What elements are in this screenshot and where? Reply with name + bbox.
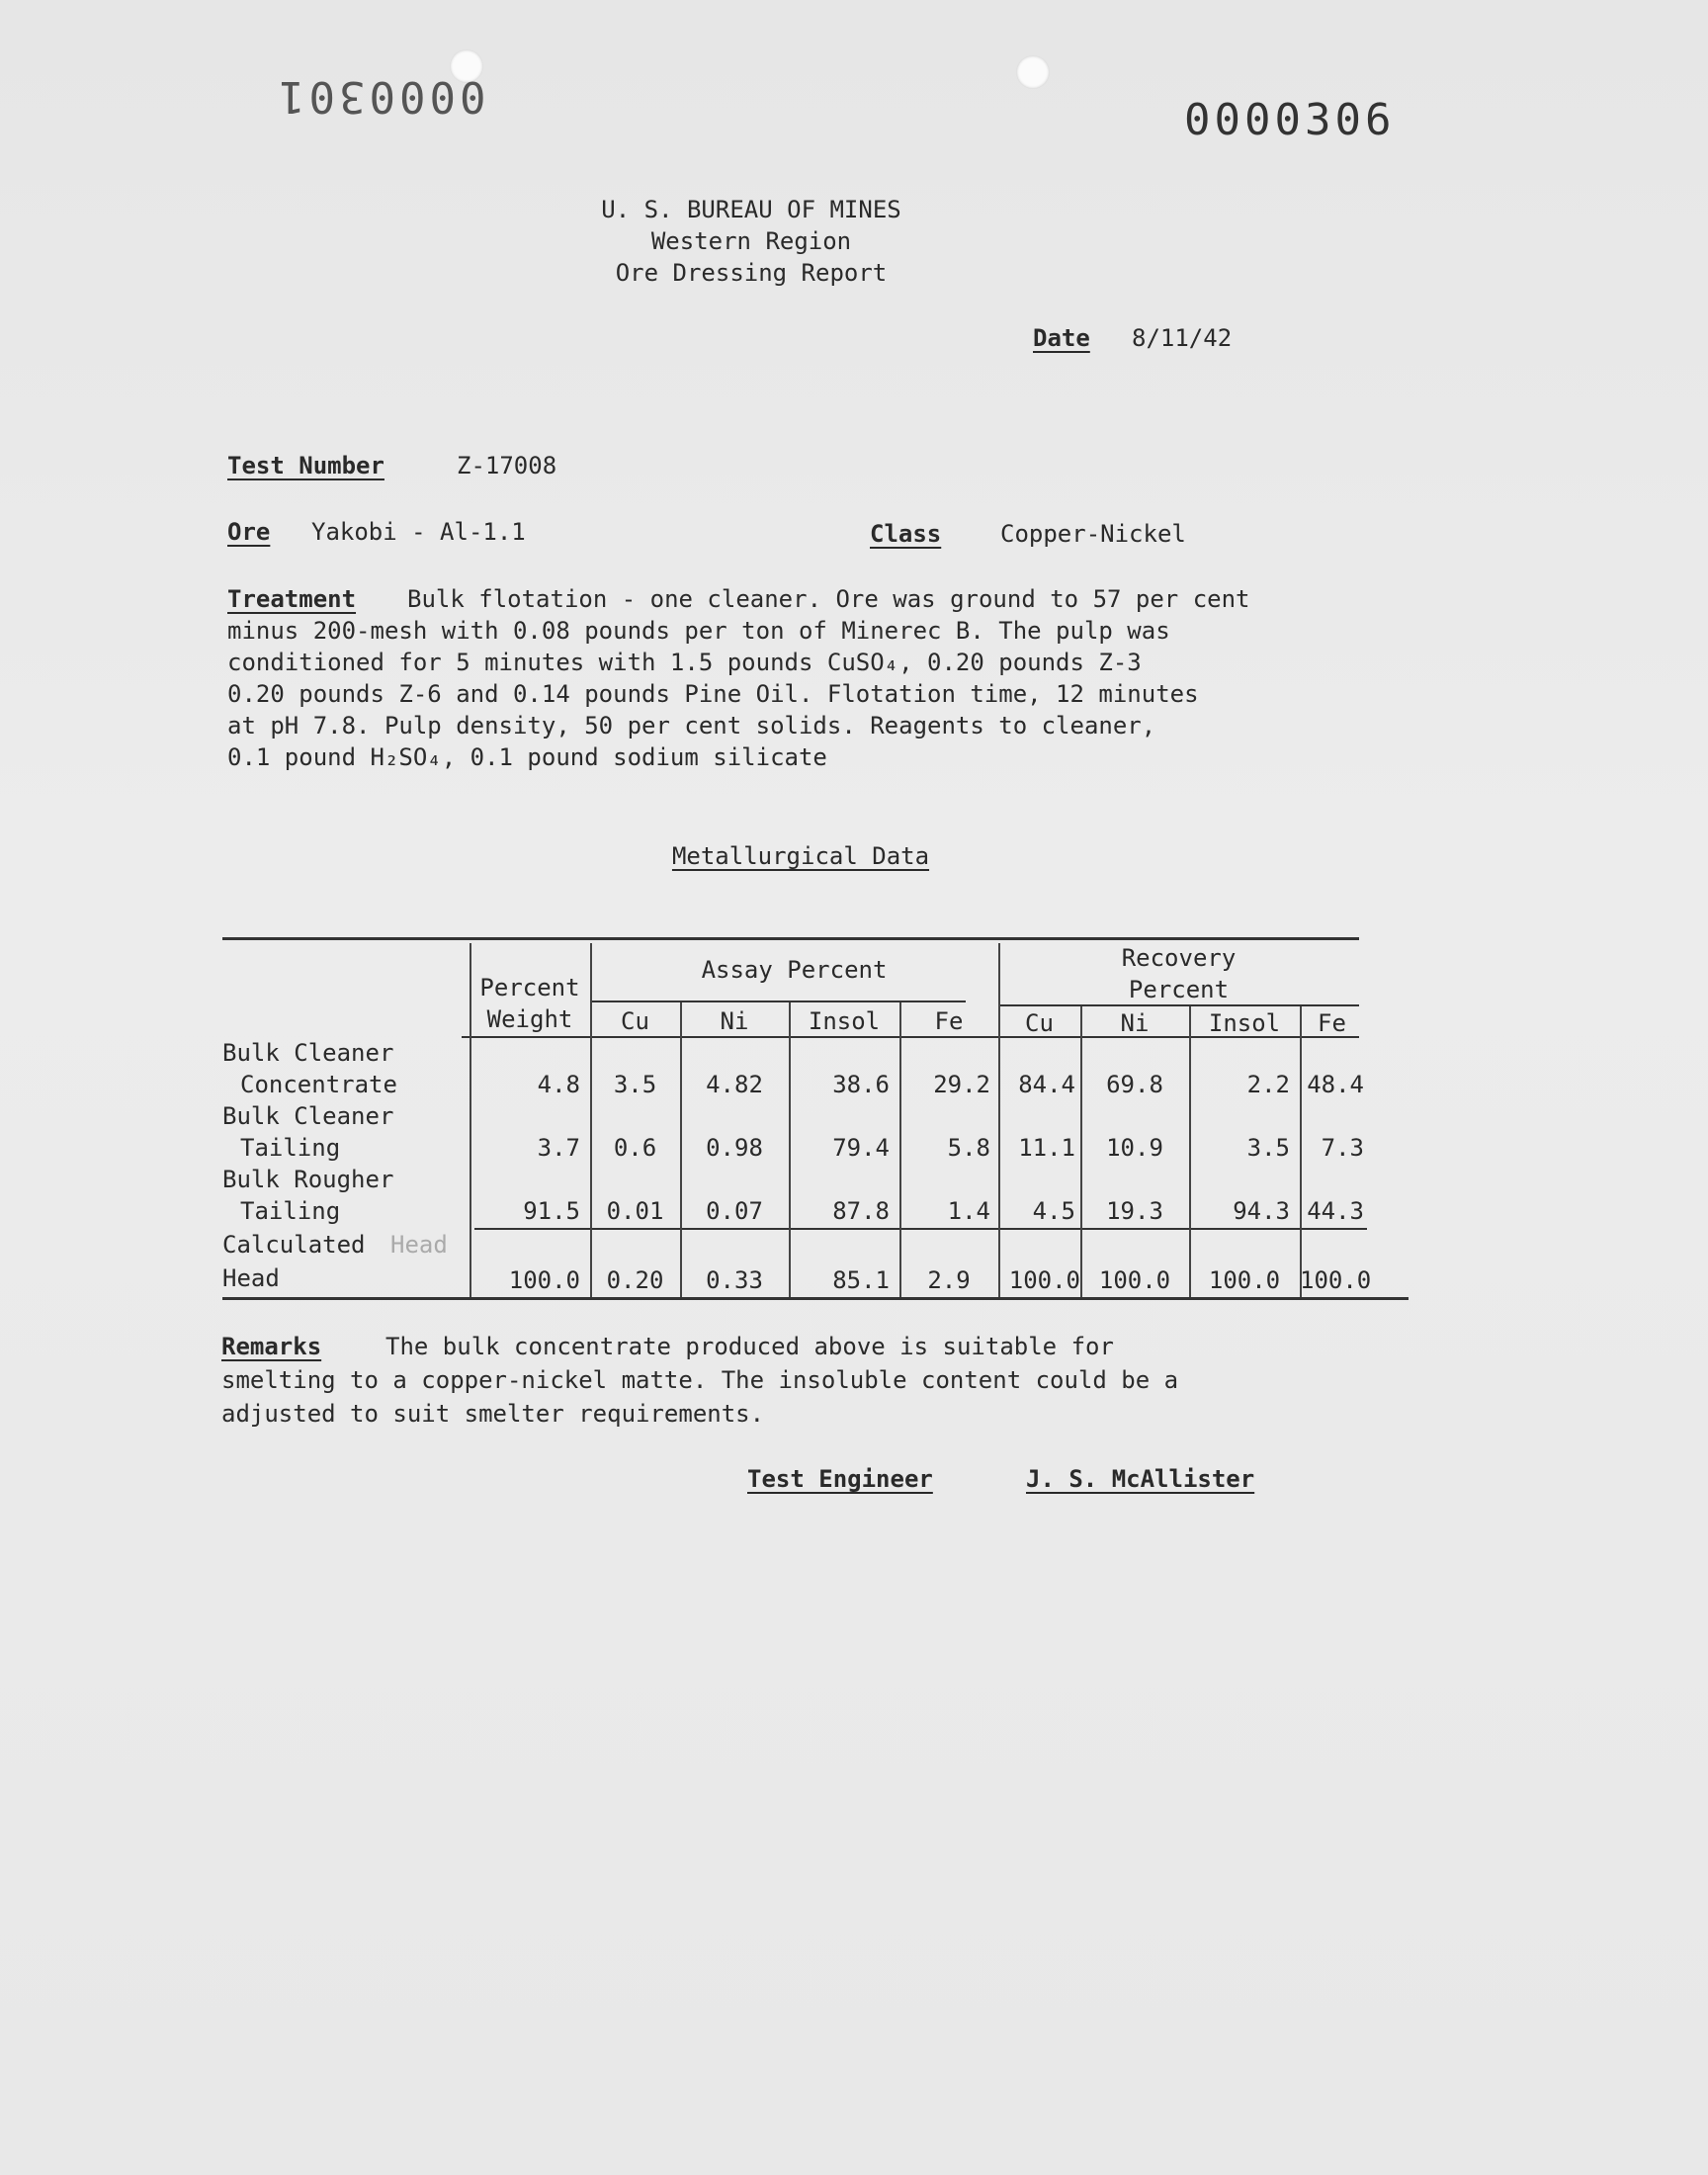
cell-recovery-fe: 100.0 bbox=[1300, 1266, 1372, 1294]
class-label: Class bbox=[870, 520, 942, 548]
cell-assay-insol: 85.1 bbox=[832, 1266, 890, 1294]
cell-recovery-insol: 94.3 bbox=[1233, 1197, 1290, 1225]
cell-recovery-fe: 44.3 bbox=[1307, 1197, 1364, 1225]
subtotal-rule bbox=[474, 1228, 1367, 1230]
cell-assay-cu: 0.20 bbox=[606, 1266, 664, 1294]
heading-line-2: Western Region bbox=[650, 227, 852, 255]
recovery-group-rule bbox=[998, 1004, 1359, 1006]
cell-recovery-cu: 84.4 bbox=[1018, 1071, 1075, 1098]
cell-recovery-ni: 10.9 bbox=[1106, 1134, 1163, 1162]
cell-recovery-cu: 4.5 bbox=[1032, 1197, 1075, 1225]
weight-header-1: Percent bbox=[479, 974, 580, 1001]
cell-recovery-insol: 2.2 bbox=[1246, 1071, 1290, 1098]
remarks-line: smelting to a copper-nickel matte. The insoluble content could be a bbox=[221, 1366, 1179, 1394]
cell-recovery-cu: 100.0 bbox=[1008, 1266, 1080, 1294]
row-label-faint: Head bbox=[390, 1231, 448, 1259]
recovery-group-header-2: Percent bbox=[1128, 976, 1230, 1003]
cell-weight: 4.8 bbox=[537, 1071, 580, 1098]
cell-recovery-fe: 7.3 bbox=[1321, 1134, 1364, 1162]
remarks-line: The bulk concentrate produced above is suitable for bbox=[385, 1333, 1114, 1360]
date-value: 8/11/42 bbox=[1132, 324, 1233, 352]
metallurgical-table bbox=[222, 937, 1372, 1305]
col-header-recovery-fe: Fe bbox=[1318, 1009, 1346, 1037]
cell-assay-insol: 87.8 bbox=[832, 1197, 890, 1225]
cell-assay-ni: 0.07 bbox=[706, 1197, 763, 1225]
col-header-assay-ni: Ni bbox=[720, 1007, 749, 1035]
cell-assay-ni: 4.82 bbox=[706, 1071, 763, 1098]
row-label: Head bbox=[222, 1264, 280, 1292]
row-label: Bulk Cleaner bbox=[222, 1039, 394, 1067]
ore-value: Yakobi - Al-1.1 bbox=[311, 518, 526, 546]
cell-assay-insol: 38.6 bbox=[832, 1071, 890, 1098]
table-top-rule bbox=[222, 937, 1359, 940]
cell-weight: 100.0 bbox=[508, 1266, 580, 1294]
punch-hole-right bbox=[1016, 55, 1050, 89]
cell-assay-ni: 0.33 bbox=[706, 1266, 763, 1294]
row-label: Bulk Rougher bbox=[222, 1166, 394, 1193]
heading-line-1: U. S. BUREAU OF MINES bbox=[601, 196, 901, 223]
cell-assay-fe: 29.2 bbox=[933, 1071, 990, 1098]
engineer-label: Test Engineer bbox=[747, 1465, 933, 1493]
row-label: Concentrate bbox=[240, 1071, 397, 1098]
treatment-line: at pH 7.8. Pulp density, 50 per cent solids. Reagents to cleaner, bbox=[227, 712, 1156, 740]
treatment-line: Bulk flotation - one cleaner. Ore was ground to 57 per cent bbox=[407, 585, 1250, 613]
row-label: Bulk Cleaner bbox=[222, 1102, 394, 1130]
cell-recovery-fe: 48.4 bbox=[1307, 1071, 1364, 1098]
cell-weight: 91.5 bbox=[523, 1197, 580, 1225]
stamp-number: 0000306 bbox=[1184, 95, 1396, 145]
heading-line-3: Ore Dressing Report bbox=[615, 259, 888, 287]
cell-recovery-insol: 100.0 bbox=[1208, 1266, 1281, 1294]
cell-recovery-ni: 19.3 bbox=[1106, 1197, 1163, 1225]
cell-recovery-ni: 69.8 bbox=[1106, 1071, 1163, 1098]
date-label: Date bbox=[1033, 324, 1090, 352]
assay-group-header: Assay Percent bbox=[701, 956, 888, 984]
test-number-label: Test Number bbox=[227, 452, 384, 479]
test-number-value: Z-17008 bbox=[457, 452, 557, 479]
treatment-line: 0.1 pound H₂SO₄, 0.1 pound sodium silicate bbox=[227, 743, 827, 771]
row-label: Tailing bbox=[240, 1197, 341, 1225]
cell-assay-fe: 2.9 bbox=[927, 1266, 971, 1294]
class-value: Copper-Nickel bbox=[1000, 520, 1186, 548]
weight-header-2: Weight bbox=[486, 1005, 573, 1033]
col-header-assay-insol: Insol bbox=[808, 1007, 881, 1035]
remarks-label: Remarks bbox=[221, 1333, 322, 1360]
cell-assay-fe: 1.4 bbox=[947, 1197, 990, 1225]
col-header-recovery-cu: Cu bbox=[1025, 1009, 1054, 1037]
ore-label: Ore bbox=[227, 518, 271, 546]
cell-assay-cu: 0.01 bbox=[606, 1197, 664, 1225]
cell-assay-fe: 5.8 bbox=[947, 1134, 990, 1162]
assay-group-rule bbox=[590, 1000, 966, 1002]
cell-assay-insol: 79.4 bbox=[832, 1134, 890, 1162]
cell-assay-ni: 0.98 bbox=[706, 1134, 763, 1162]
remarks-line: adjusted to suit smelter requirements. bbox=[221, 1400, 765, 1428]
table-bottom-rule bbox=[222, 1297, 1409, 1300]
treatment-line: minus 200-mesh with 0.08 pounds per ton of Minerec B. The pulp was bbox=[227, 617, 1170, 645]
cell-recovery-ni: 100.0 bbox=[1098, 1266, 1171, 1294]
recovery-group-header-1: Recovery bbox=[1121, 944, 1237, 972]
cell-assay-cu: 0.6 bbox=[613, 1134, 657, 1162]
section-title: Metallurgical Data bbox=[671, 842, 930, 870]
row-label: Calculated bbox=[222, 1231, 366, 1259]
row-label: Tailing bbox=[240, 1134, 341, 1162]
treatment-label: Treatment bbox=[227, 585, 357, 613]
treatment-line: conditioned for 5 minutes with 1.5 pounds CuSO₄, 0.20 pounds Z-3 bbox=[227, 649, 1142, 676]
cell-recovery-insol: 3.5 bbox=[1246, 1134, 1290, 1162]
treatment-line: 0.20 pounds Z-6 and 0.14 pounds Pine Oil. Flotation time, 12 minutes bbox=[227, 680, 1199, 708]
engineer-name: J. S. McAllister bbox=[1026, 1465, 1255, 1493]
col-header-recovery-ni: Ni bbox=[1120, 1009, 1150, 1037]
cell-recovery-cu: 11.1 bbox=[1018, 1134, 1075, 1162]
col-header-assay-cu: Cu bbox=[621, 1007, 649, 1035]
cell-assay-cu: 3.5 bbox=[613, 1071, 657, 1098]
col-rule bbox=[590, 943, 592, 1297]
mirrored-stamp-number: 0000301 bbox=[275, 71, 486, 122]
cell-weight: 3.7 bbox=[537, 1134, 580, 1162]
col-header-recovery-insol: Insol bbox=[1208, 1009, 1281, 1037]
col-header-assay-fe: Fe bbox=[934, 1007, 964, 1035]
